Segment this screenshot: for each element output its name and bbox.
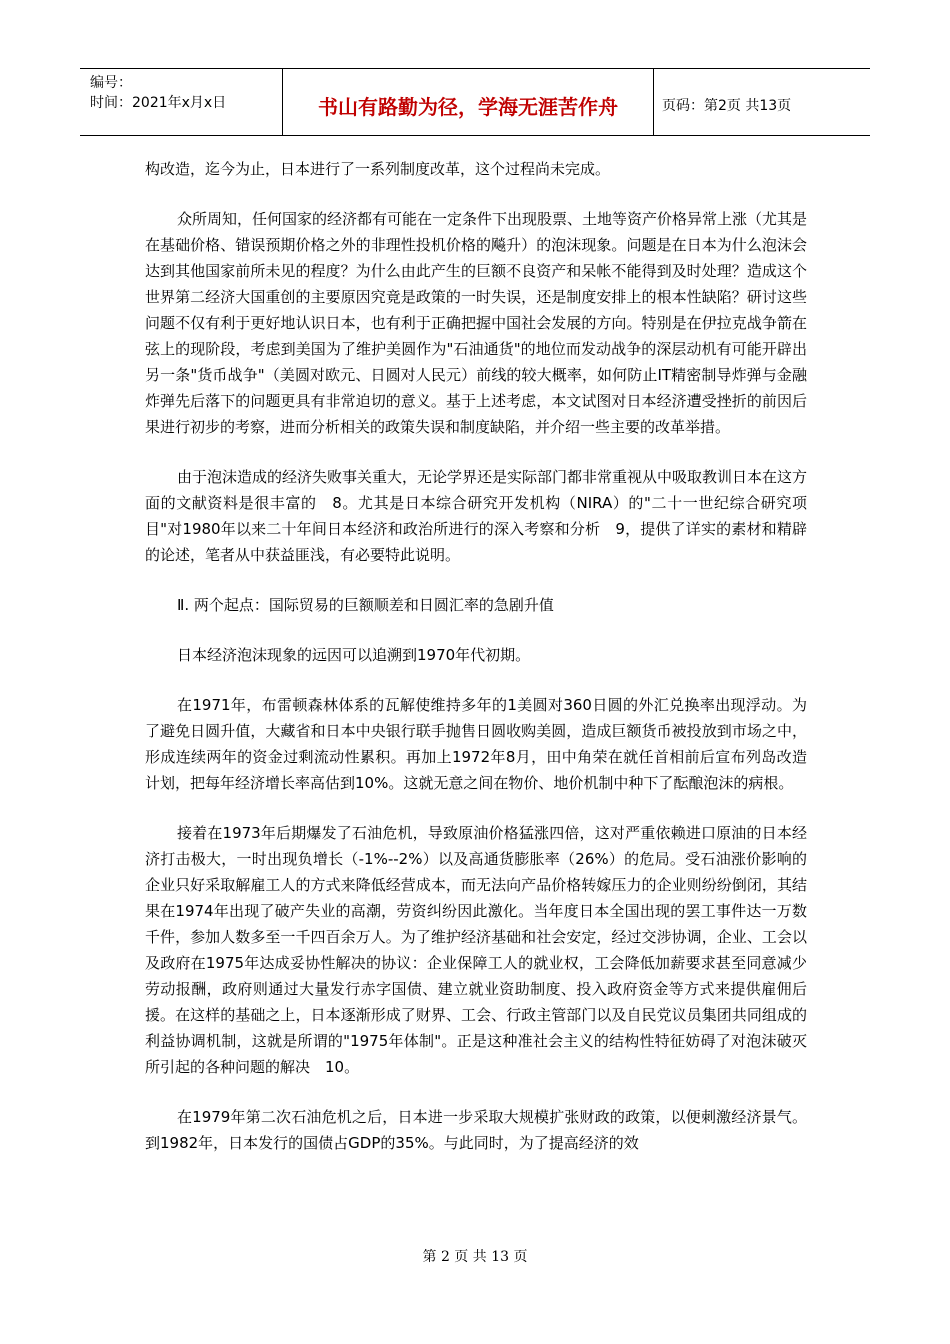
header-meta <box>80 69 282 135</box>
header-motto: 书山有路勤为径，学海无涯苦作舟 <box>282 69 654 135</box>
paragraph-continuation: 构改造，迄今为止，日本进行了一系列制度改革，这个过程尚未完成。 <box>145 160 611 178</box>
section-heading: Ⅱ. 两个起点：国际贸易的巨额顺差和日圆汇率的急剧升值 <box>177 596 554 614</box>
document-number-label: 编号： <box>90 75 132 91</box>
document-body <box>145 156 807 1180</box>
header-page-info: 页码：第2页 共13页 <box>662 98 792 114</box>
paragraph: 众所周知，任何国家的经济都有可能在一定条件下出现股票、土地等资产价格异常上涨（尤其是在基础价格、错误预期价格之外的非理性投机价格的飚升）的泡沫现象。问题是在日本为什么泡沫会达到其他国家前所未见的程度？为什么由此产生的巨额不良资产和呆帐不能得到及时处理？造成这个世界第二经济大国重创的主要原因究竟是政策的一时失误，还是制度安排上的根本性缺陷？研讨这些问题不仅有利于更好地认识日本，也有利于正确把握中国社会发展的方向。特别是在伊拉克战争箭在弦上的现阶段，考虑到美国为了维护美圆作为"石油通货"的地位而发动战争的深层动机有可能开辟出另一条"货币战争"（美圆对欧元、日圆对人民元）前线的较大概率，如何防止IT精密制导炸弹与金融炸弹先后落下的问题更具有非常迫切的意义。基于上述考虑，本文试图对日本经济遭受挫折的前因后果进行初步的考察，进而分析相关的政策失误和制度缺陷，并介绍一些主要的改革举措。 <box>145 210 808 436</box>
page-header <box>80 68 870 136</box>
paragraph: 日本经济泡沫现象的远因可以追溯到1970年代初期。 <box>177 646 531 664</box>
paragraph: 在1971年，布雷顿森林体系的瓦解使维持多年的1美圆对360日圆的外汇兑换率出现浮动。为了避免日圆升值，大藏省和日本中央银行联手抛售日圆收购美圆，造成巨额货币被投放到市场之中，形成连续两年的资金过剩流动性累积。再加上1972年8月，田中角荣在就任首相前后宣布列岛改造计划，把每年经济增长率高估到10%。这就无意之间在物价、地价机制中种下了酝酿泡沫的病根。 <box>145 696 807 792</box>
document-date: 时间：2021年x月x日 <box>90 95 227 111</box>
paragraph: 由于泡沫造成的经济失败事关重大，无论学界还是实际部门都非常重视从中吸取教训日本在这方面的文献资料是很丰富的 8。尤其是日本综合研究开发机构（NIRA）的"二十一世纪综合研究项目"对1980年以来二十年间日本经济和政治所进行的深入考察和分析 9，提供了详实的素材和精辟的论述，笔者从中获益匪浅，有必要特此说明。 <box>145 468 808 564</box>
paragraph: 接着在1973年后期爆发了石油危机，导致原油价格猛涨四倍，这对严重依赖进口原油的日本经济打击极大，一时出现负增长（-1%--2%）以及高通货膨胀率（26%）的危局。受石油涨价影响的企业只好采取解雇工人的方式来降低经营成本，而无法向产品价格转嫁压力的企业则纷纷倒闭，其结果在1974年出现了破产失业的高潮，劳资纠纷因此激化。当年度日本全国出现的罢工事件达一万数千件，参加人数多至一千四百余万人。为了维护经济基础和社会安定，经过交涉协调，企业、工会以及政府在1975年达成妥协性解决的协议：企业保障工人的就业权，工会降低加薪要求甚至同意减少劳动报酬，政府则通过大量发行赤字国债、建立就业资助制度、投入政府资金等方式来提供雇佣后援。在这样的基础之上，日本逐渐形成了财界、工会、行政主管部门以及自民党议员集团共同组成的利益协调机制，这就是所谓的"1975年体制"。正是这种准社会主义的结构性特征妨碍了对泡沫破灭所引起的各种问题的解决 10。 <box>145 824 807 1076</box>
paragraph: 在1979年第二次石油危机之后，日本进一步采取大规模扩张财政的政策，以便刺激经济景气。到1982年，日本发行的国债占GDP的35%。与此同时，为了提高经济的效 <box>145 1108 807 1152</box>
page-footer: 第 2 页 共 13 页 <box>422 1249 528 1265</box>
